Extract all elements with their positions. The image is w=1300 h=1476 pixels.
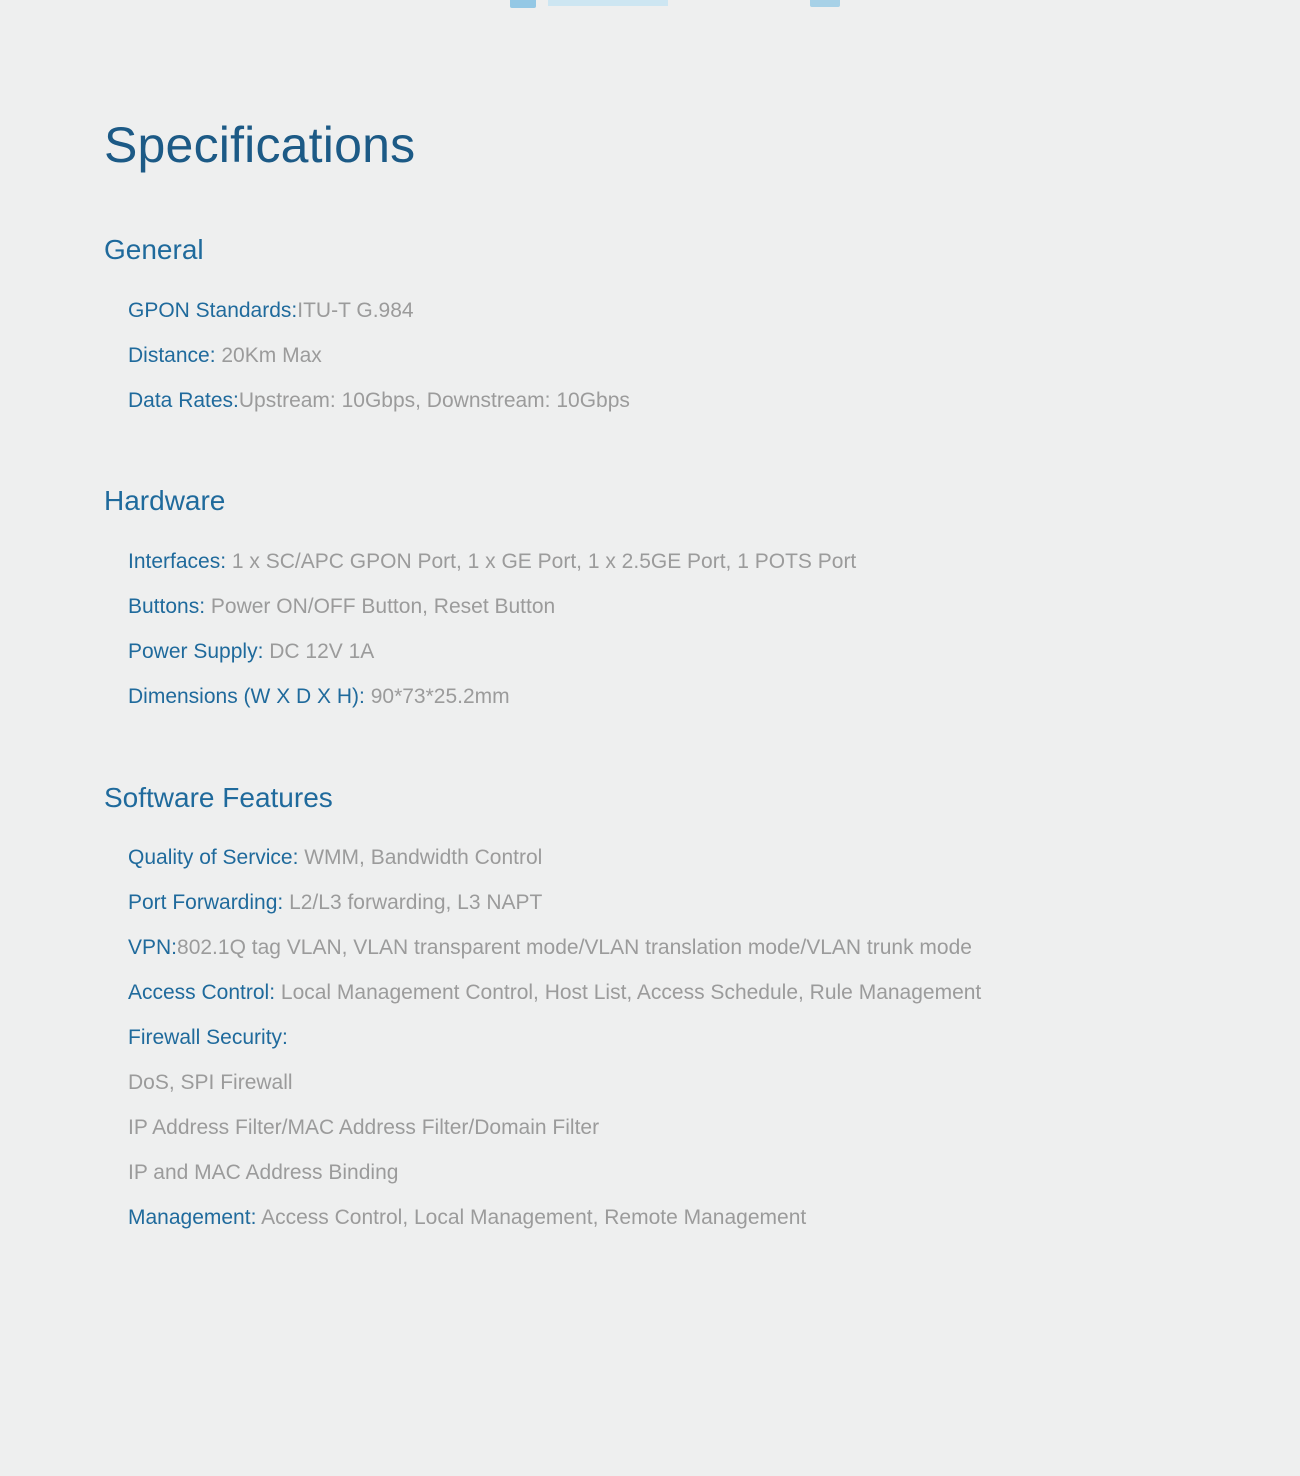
spec-key: Distance: xyxy=(128,343,216,367)
spec-value: 90*73*25.2mm xyxy=(364,684,510,708)
spec-row xyxy=(128,288,1300,333)
spec-row xyxy=(128,584,1300,629)
section-heading-general: General xyxy=(104,234,204,265)
spec-key: Quality of Service: xyxy=(128,846,299,870)
spec-key: Dimensions (W X D X H): xyxy=(128,684,365,708)
spec-row xyxy=(128,925,1300,970)
spec-value: 20Km Max xyxy=(215,343,322,367)
spec-value: WMM, Bandwidth Control xyxy=(298,846,543,870)
section-general xyxy=(104,235,1300,423)
artifact-shape-right xyxy=(810,0,840,7)
spec-key: Power Supply: xyxy=(128,639,264,663)
top-banner-artifact xyxy=(510,0,850,14)
spec-row xyxy=(128,674,1300,719)
spec-row xyxy=(128,1195,1300,1240)
spec-row xyxy=(128,970,1300,1015)
spec-key: GPON Standards: xyxy=(128,298,298,322)
section-hardware xyxy=(104,486,1300,719)
spec-value: Local Management Control, Host List, Access Schedule, Rule Management xyxy=(275,981,982,1005)
spec-value: Upstream: 10Gbps, Downstream: 10Gbps xyxy=(238,388,630,412)
spec-row xyxy=(128,629,1300,674)
spec-value: 802.1Q tag VLAN, VLAN transparent mode/VLAN translation mode/VLAN trunk mode xyxy=(177,936,972,960)
spec-value: Power ON/OFF Button, Reset Button xyxy=(205,594,556,618)
spec-key: VPN: xyxy=(128,936,178,960)
spec-value: L2/L3 forwarding, L3 NAPT xyxy=(283,891,543,915)
section-heading-software-features: Software Features xyxy=(104,781,333,813)
section-rows-hardware xyxy=(104,539,1300,719)
spec-row xyxy=(128,880,1300,925)
section-heading-hardware: Hardware xyxy=(104,484,226,516)
spec-row xyxy=(128,1105,1300,1150)
page-title: Specifications xyxy=(104,117,416,173)
spec-row xyxy=(128,1150,1300,1195)
spec-value: DC 12V 1A xyxy=(263,639,375,663)
section-rows-software-features xyxy=(104,835,1300,1240)
spec-key: Port Forwarding: xyxy=(128,891,284,915)
spec-key: Buttons: xyxy=(128,594,206,618)
spec-key: Data Rates: xyxy=(128,388,239,412)
spec-row xyxy=(128,539,1300,584)
spec-key: Interfaces: xyxy=(128,549,227,573)
spec-value: 1 x SC/APC GPON Port, 1 x GE Port, 1 x 2.5GE Port, 1 POTS Port xyxy=(226,549,857,573)
spec-row xyxy=(128,1015,1300,1060)
spec-key: Management: xyxy=(128,1206,257,1230)
spec-row xyxy=(128,1060,1300,1105)
artifact-shape-middle xyxy=(548,0,668,6)
spec-row xyxy=(128,333,1300,378)
spec-value: IP and MAC Address Binding xyxy=(128,1161,399,1185)
spec-key: Firewall Security: xyxy=(128,1026,288,1050)
spec-key: Access Control: xyxy=(128,981,276,1005)
spec-row xyxy=(128,378,1300,423)
spec-row xyxy=(128,835,1300,880)
spec-value: Access Control, Local Management, Remote Management xyxy=(256,1206,807,1230)
artifact-shape-left xyxy=(510,0,536,8)
section-software-features xyxy=(104,783,1300,1241)
spec-value: IP Address Filter/MAC Address Filter/Domain Filter xyxy=(128,1116,600,1140)
spec-value: ITU-T G.984 xyxy=(297,298,414,322)
spec-value: DoS, SPI Firewall xyxy=(128,1071,293,1095)
section-rows-general xyxy=(104,288,1300,423)
